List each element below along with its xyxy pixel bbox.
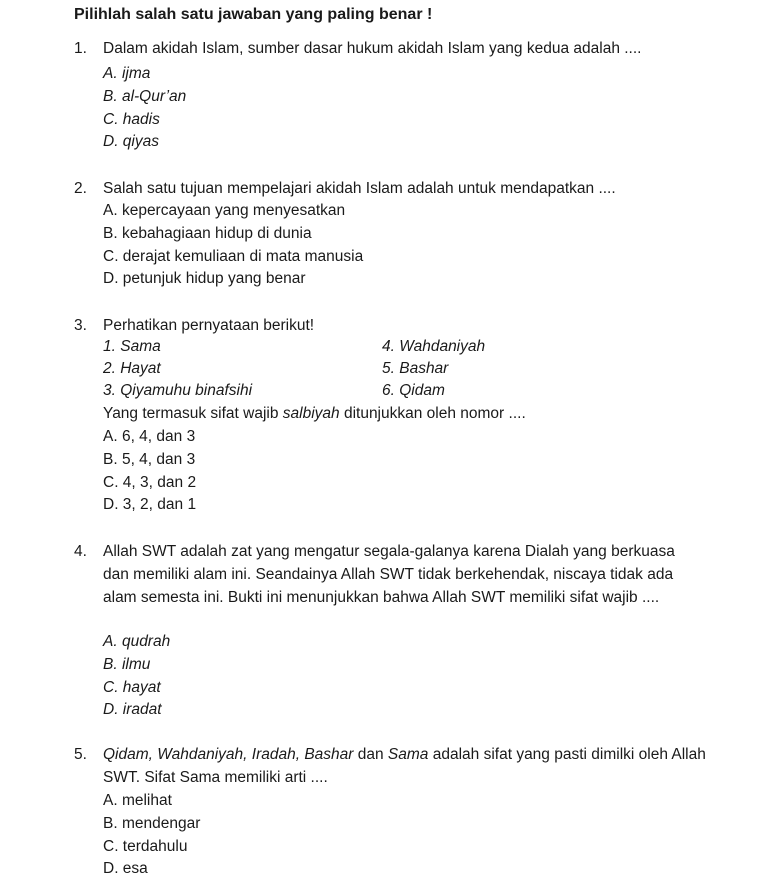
option-b[interactable]: B. ilmu <box>103 655 151 673</box>
option-b[interactable]: B. kebahagiaan hidup di dunia <box>103 224 312 242</box>
stem-text: adalah sifat yang pasti dimilki oleh Allah SWT. Sifat Sama memiliki arti .... <box>103 746 706 786</box>
options-list <box>103 200 363 291</box>
option-c[interactable]: C. hayat <box>103 678 161 696</box>
stem-italic-term: Sama <box>387 746 429 763</box>
statement-5: 5. Bashar <box>382 360 449 377</box>
statement-6: 6. Qidam <box>382 382 445 399</box>
option-a[interactable]: A. qudrah <box>103 633 171 650</box>
option-a[interactable]: A. melihat <box>103 792 172 809</box>
options-list <box>103 631 170 722</box>
options-list <box>103 790 200 881</box>
options-list <box>103 63 186 154</box>
question-number: 1. <box>74 40 87 57</box>
option-b[interactable]: B. al-Qur’an <box>103 87 187 105</box>
option-c[interactable]: C. hadis <box>103 110 160 128</box>
prompt-italic-term: salbiyah <box>282 405 340 422</box>
option-c[interactable]: C. 4, 3, dan 2 <box>103 473 197 491</box>
instruction-heading: Pilihlah salah satu jawaban yang paling benar ! <box>74 6 433 23</box>
statement-2: 2. Hayat <box>103 360 161 377</box>
question-stem <box>103 743 715 789</box>
question-stem: Salah satu tujuan mempelajari akidah Islam adalah untuk mendapatkan .... <box>103 180 616 197</box>
option-d[interactable]: D. 3, 2, dan 1 <box>103 496 197 514</box>
option-b[interactable]: B. 5, 4, dan 3 <box>103 450 196 468</box>
question-number: 4. <box>74 543 87 560</box>
question-number: 2. <box>74 180 87 197</box>
statement-4: 4. Wahdaniyah <box>382 338 486 355</box>
option-c[interactable]: C. terdahulu <box>103 837 188 855</box>
prompt-text-end: ditunjukkan oleh nomor .... <box>339 405 526 422</box>
question-stem: Perhatikan pernyataan berikut! <box>103 317 315 334</box>
question-prompt <box>103 403 526 425</box>
statement-grid <box>103 336 603 402</box>
stem-italic-terms: Qidam, Wahdaniyah, Iradah, Bashar <box>103 746 354 763</box>
option-d[interactable]: D. iradat <box>103 701 162 719</box>
option-b[interactable]: B. mendengar <box>103 814 201 832</box>
option-a[interactable]: A. ijma <box>103 65 151 82</box>
prompt-text: Yang termasuk sifat wajib <box>103 405 283 422</box>
option-d[interactable]: D. petunjuk hidup yang benar <box>103 270 306 288</box>
statement-3: 3. Qiyamuhu binafsihi <box>103 382 253 399</box>
option-a[interactable]: A. kepercayaan yang menyesatkan <box>103 202 346 219</box>
statement-1: 1. Sama <box>103 338 161 355</box>
question-number: 5. <box>74 746 87 763</box>
option-d[interactable]: D. qiyas <box>103 133 159 151</box>
options-list <box>103 426 196 517</box>
question-number: 3. <box>74 317 87 334</box>
option-c[interactable]: C. derajat kemuliaan di mata manusia <box>103 247 364 265</box>
question-stem: Dalam akidah Islam, sumber dasar hukum akidah Islam yang kedua adalah .... <box>103 40 642 57</box>
question-stem: Allah SWT adalah zat yang mengatur segala-galanya karena Dialah yang berkuasa dan memiliki alam ini. Seandainya Allah SWT tidak berkehendak, niscaya tidak ada alam semesta ini. Bukti ini menunjukkan bahwa Allah SWT memiliki sifat wajib .... <box>103 543 675 606</box>
option-a[interactable]: A. 6, 4, dan 3 <box>103 428 196 445</box>
option-d[interactable]: D. esa <box>103 860 148 878</box>
stem-connector: dan <box>353 746 388 763</box>
